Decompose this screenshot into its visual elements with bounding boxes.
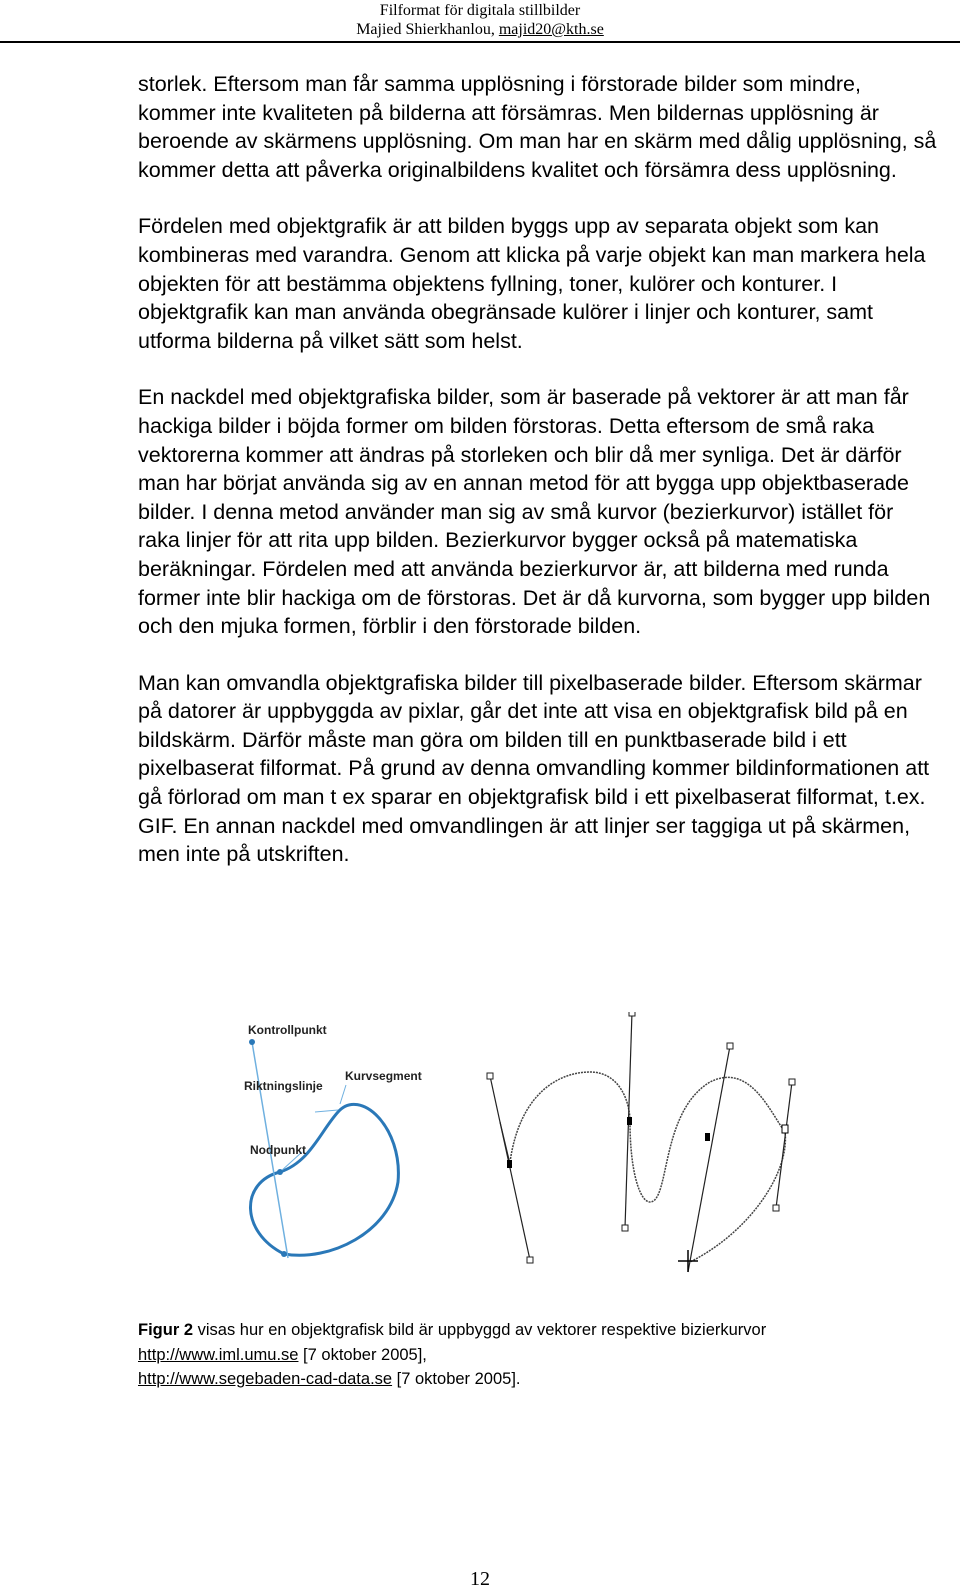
paragraph: En nackdel med objektgrafiska bilder, som är baserade på vektorer är att man får hackiga bilder i böjda former om bilden förstoras. Detta eftersom de små raka vektorerna kommer att ändras på storleken och blir då mer synliga. Det är därför man har börjat använda sig av en annan metod för att bygga upp objektbaserade bilder. I denna metod använder man sig av små kurvor (bezierkurvor) istället för raka linjer för att rita upp bilden. Bezierkurvor bygger också på matematiska beräkningar. Fördelen med att använda bezierkurvor är, att bilderna med runda former inte blir hackiga om de förstoras. Det är då kurvorna, som bygger upp bilden och den mjuka formen, förblir i den förstorade bilden.	[138, 385, 931, 639]
header-author-line	[0, 20, 960, 39]
header-author: Majied Shierkhanlou,	[356, 21, 495, 38]
caption-link-2[interactable]: http://www.segebaden-cad-data.se	[138, 1370, 393, 1388]
caption-line-3	[138, 1367, 938, 1392]
figure-2	[220, 1012, 820, 1298]
caption-text: visas hur en objektgrafisk bild är uppbyggd av vektorer respektive bizierkurvor	[193, 1321, 767, 1339]
page-number: 12	[470, 1568, 490, 1590]
anchor-point	[782, 1125, 788, 1133]
caption-link-1[interactable]: http://www.iml.umu.se	[138, 1345, 299, 1364]
handle-point	[527, 1257, 533, 1263]
handle-point	[487, 1073, 493, 1079]
paragraph: Man kan omvandla objektgrafiska bilder till pixelbaserade bilder. Eftersom skärmar på datorer är uppbyggda av pixlar, går det inte att visa en objektgrafisk bild på en bildskärm. Därför måste man göra om bilden till en punktbaserade bild i ett pixelbaserat filformat. På grund av denna omvandling kommer bildinformationen att gå förlorad om man t ex sparar en objektgrafisk bild i ett pixelbaserat filformat, t.ex. GIF. En annan nackdel med omvandlingen är att linjer ser taggiga ut på skärmen, men inte på utskriften.	[138, 670, 930, 867]
handle-point	[622, 1225, 628, 1231]
handle-point	[789, 1079, 795, 1085]
anchor-point	[507, 1160, 512, 1168]
header-email-link[interactable]: majid20@kth.se	[498, 21, 604, 38]
caption-date-2: [7 oktober 2005].	[392, 1370, 521, 1388]
label-riktningslinje: Riktningslinje	[244, 1079, 323, 1093]
direction-line	[776, 1082, 792, 1208]
anchor-point	[281, 1251, 287, 1257]
caption-line-2	[138, 1343, 938, 1368]
handle-point	[727, 1043, 733, 1049]
bezier-diagram	[244, 1023, 422, 1258]
label-pointer	[315, 1110, 338, 1112]
anchor-point	[705, 1133, 710, 1141]
caption-figure-label: Figur 2	[138, 1321, 194, 1339]
page-header	[0, 0, 960, 39]
control-point	[249, 1039, 255, 1045]
caption-date-1: [7 oktober 2005],	[298, 1345, 427, 1364]
paragraph: Fördelen med objektgrafik är att bilden byggs upp av separata objekt som kan kombineras med varandra. Genom att klicka på varje objekt kan man markera hela objekten för att bestämma objektens fyllning, toner, kulörer och konturer. I objektgrafik kan man använda obegränsade kulörer i linjer och konturer, samt utforma bilderna på vilket sätt som helst.	[138, 214, 926, 353]
bezier-figure	[220, 1012, 820, 1298]
caption-line-1	[138, 1318, 938, 1343]
document-body	[138, 70, 938, 897]
anchor-point	[627, 1117, 632, 1125]
label-kontrollpunkt: Kontrollpunkt	[248, 1023, 327, 1037]
handle-point	[773, 1205, 779, 1211]
direction-line	[500, 1122, 510, 1164]
direction-line	[688, 1046, 730, 1272]
label-kurvsegment: Kurvsegment	[345, 1069, 422, 1083]
figure-caption	[138, 1318, 938, 1392]
label-pointer	[340, 1085, 346, 1104]
header-divider	[0, 41, 960, 43]
handle-point	[629, 1012, 635, 1016]
header-title: Filformat för digitala stillbilder	[379, 2, 581, 19]
pixelated-curve	[510, 1072, 785, 1262]
vector-diagram	[487, 1012, 795, 1272]
paragraph: storlek. Eftersom man får samma upplösning i förstorade bilder som mindre, kommer inte kvaliteten på bilderna att försämras. Men bildernas upplösning är beroende av skärmens upplösning. Om man har en skärm med dålig upplösning, så kommer detta att påverka originalbildens kvalitet och försämra dess upplösning.	[138, 72, 937, 182]
anchor-point	[277, 1169, 283, 1175]
bezier-curve	[250, 1104, 398, 1255]
label-nodpunkt: Nodpunkt	[250, 1143, 306, 1157]
